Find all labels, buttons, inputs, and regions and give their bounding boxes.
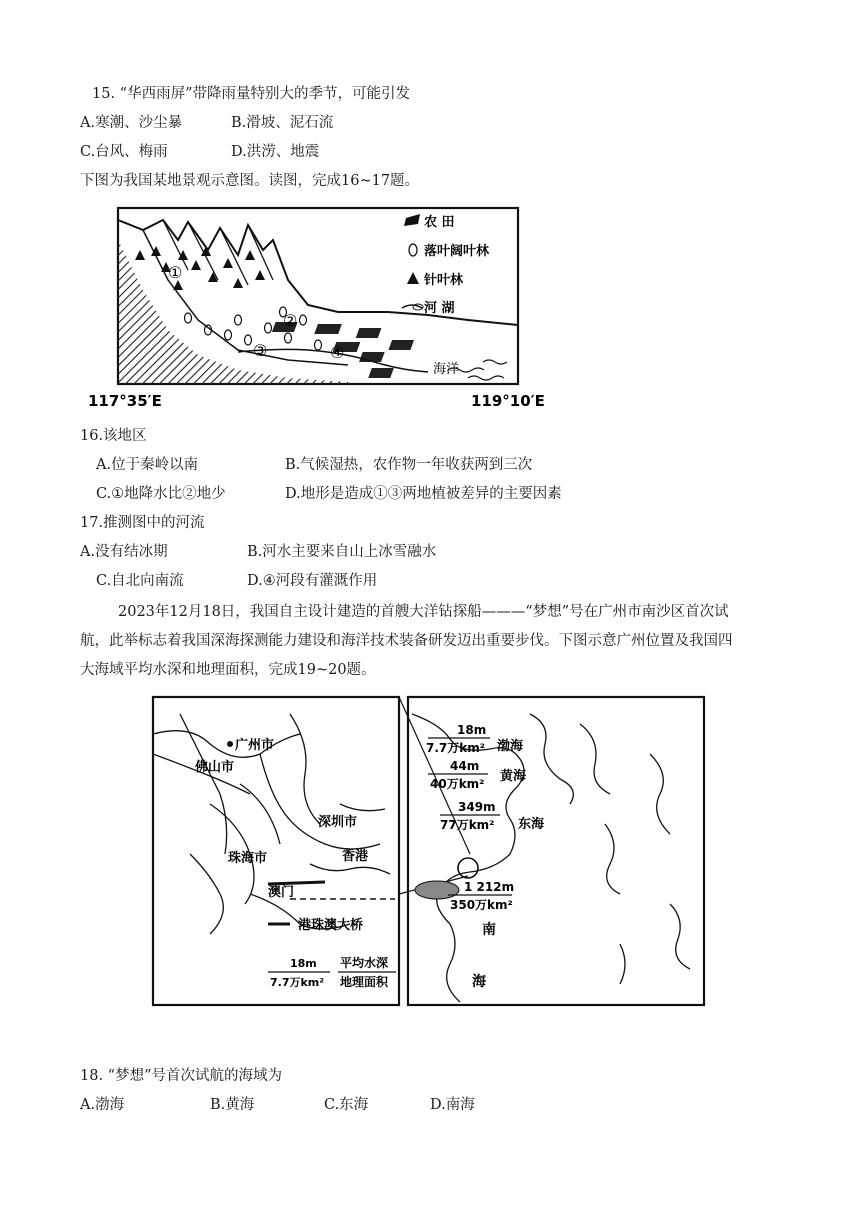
q17-option-d: D.④河段有灌溉作用 [247, 573, 378, 589]
city-zhuhai: 珠海市 [228, 851, 268, 866]
farmland-legend-icon [404, 214, 420, 226]
south-sea-label-2: 海 [472, 974, 486, 990]
svg-text:1 212m: 1 212m [464, 880, 515, 894]
svg-text:44m: 44m [450, 759, 480, 773]
sea-label: 海洋 [433, 362, 460, 377]
guangzhou-dot [227, 741, 233, 747]
svg-text:农 田: 农 田 [424, 215, 455, 230]
china-coastline [412, 714, 690, 1002]
passage-line-3: 大海域平均水深和地理面积，完成19~20题。 [80, 662, 376, 678]
svg-text:349m: 349m [458, 800, 496, 814]
svg-text:河 湖: 河 湖 [424, 301, 455, 316]
marker-2: ② [283, 311, 298, 330]
svg-text:针叶林: 针叶林 [424, 273, 464, 288]
svg-text:350万km²: 350万km² [450, 898, 513, 912]
q16-option-a: A.位于秦岭以南 [96, 457, 199, 473]
legend-depth-label: 平均水深 [340, 956, 389, 970]
q16-option-c: C.①地降水比②地少 [96, 486, 226, 502]
lon-right-label: 119°10′E [471, 392, 545, 410]
q17-stem: 17.推测图中的河流 [80, 515, 205, 531]
q16-stem: 16.该地区 [80, 428, 147, 444]
svg-text:落叶阔叶林: 落叶阔叶林 [424, 244, 490, 259]
lon-left-label: 117°35′E [88, 392, 162, 410]
conifer-trees [135, 246, 265, 290]
south-sea-label-1: 南 [482, 922, 496, 938]
q16-option-b: B.气候湿热，农作物一年收获两到三次 [285, 457, 533, 473]
q15-stem: 15. “华西雨屏”带降雨量特别大的季节，可能引发 [92, 86, 410, 102]
deciduous-legend-icon [409, 244, 417, 256]
sea-bohai [426, 723, 524, 755]
svg-text:渤海: 渤海 [497, 739, 524, 754]
city-guangzhou: 广州市 [235, 738, 275, 753]
passage-line-1: 2023年12月18日，我国自主设计建造的首艘大洋钻探船———“梦想”号在广州市南沙区首次试 [118, 604, 729, 620]
q18-option-b: B.黄海 [210, 1097, 255, 1113]
sea-donghai [440, 800, 545, 832]
hainan-shaded [415, 881, 459, 899]
guangzhou-seas-figure [150, 694, 710, 1010]
svg-text:7.7万km²: 7.7万km² [426, 741, 485, 755]
q15-option-c: C.台风、梅雨 [80, 144, 168, 160]
svg-text:77万km²: 77万km² [440, 818, 495, 832]
legend-area-sample: 7.7万km² [270, 976, 325, 989]
guangzhou-locator-circle [458, 858, 478, 878]
sea-nanhai [448, 880, 514, 912]
q18-option-d: D.南海 [430, 1097, 475, 1113]
q17-option-c: C.自北向南流 [96, 573, 184, 589]
svg-text:18m: 18m [457, 723, 487, 737]
passage-line-2: 航，此举标志着我国深海探测能力建设和海洋技术装备研发迈出重要步伐。下图示意广州位置及我国四 [80, 633, 733, 649]
river-legend-icon [402, 305, 422, 308]
hzm-bridge-line [268, 882, 325, 884]
legend-depth-sample: 18m [290, 957, 317, 970]
city-shenzhen: 深圳市 [318, 815, 358, 830]
figure1-legend [402, 214, 490, 316]
q18-option-c: C.东海 [324, 1097, 369, 1113]
q18-option-a: A.渤海 [80, 1097, 125, 1113]
q15-option-a: A.寒潮、沙尘暴 [80, 115, 183, 131]
q16-option-d: D.地形是造成①③两地植被差异的主要因素 [285, 486, 562, 502]
landscape-figure [88, 200, 558, 415]
q17-option-a: A.没有结冰期 [80, 544, 168, 560]
q18-stem: 18. “梦想”号首次试航的海域为 [80, 1068, 282, 1084]
q15-option-b: B.滑坡、泥石流 [231, 115, 334, 131]
marker-1: ① [168, 263, 183, 282]
legend-bridge-label: 港珠澳大桥 [298, 918, 364, 933]
sea-huanghai [428, 759, 527, 791]
city-foshan: 佛山市 [195, 760, 235, 775]
city-macau: 澳门 [268, 885, 295, 900]
svg-text:东海: 东海 [518, 817, 545, 832]
intro-16-17: 下图为我国某地景观示意图。读图，完成16~17题。 [80, 173, 420, 189]
marker-3: ③ [253, 341, 268, 360]
conifer-legend-icon [407, 272, 419, 284]
q15-option-d: D.洪涝、地震 [231, 144, 320, 160]
svg-text:40万km²: 40万km² [430, 777, 485, 791]
legend-area-label: 地理面积 [340, 975, 389, 989]
marker-4: ④ [330, 343, 345, 362]
svg-text:黄海: 黄海 [500, 769, 527, 784]
city-hongkong: 香港 [342, 849, 369, 864]
q17-option-b: B.河水主要来自山上冰雪融水 [247, 544, 437, 560]
